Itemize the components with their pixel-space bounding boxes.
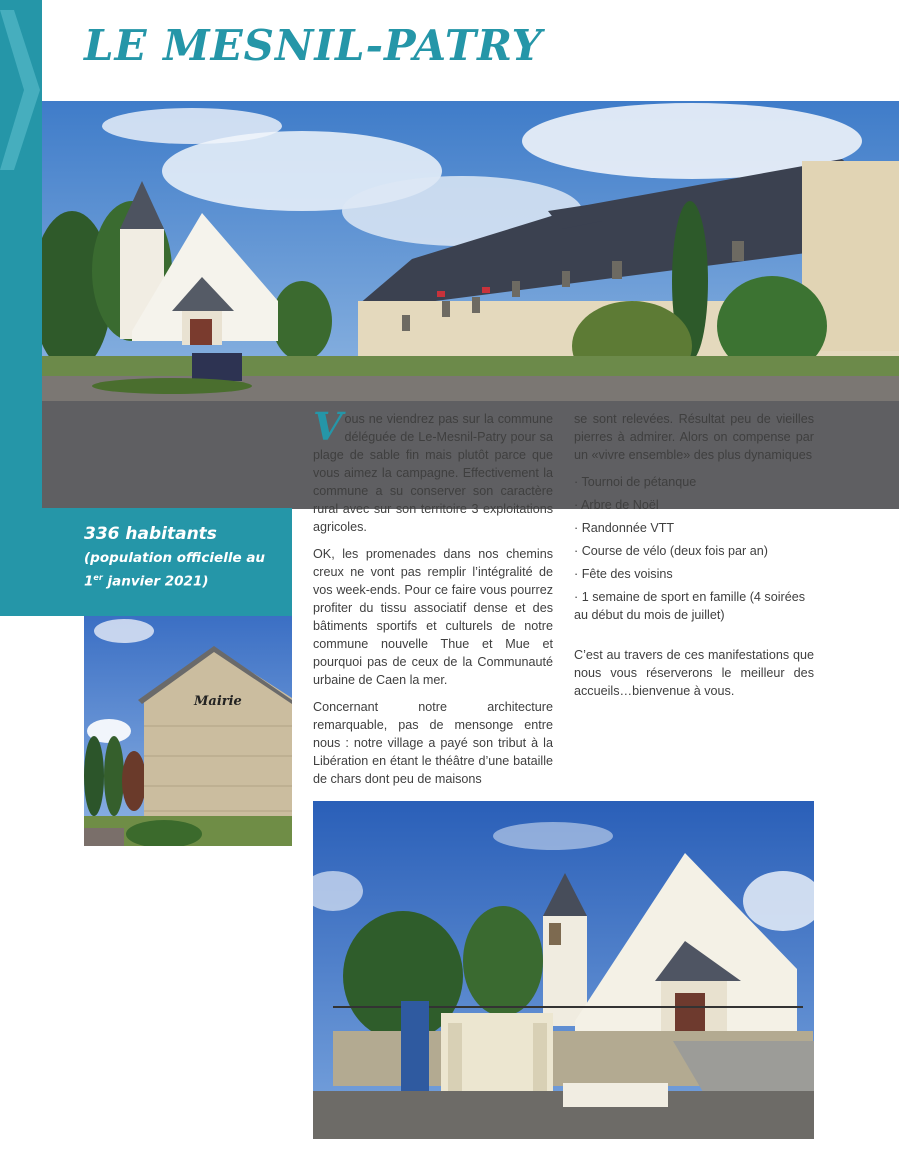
article-paragraph-1-text: ous ne viendrez pas sur la commune déléguée de Le-Mesnil-Patry pour sa plage de sable fin mais plutôt parce que vous aimez la campagne. Effectivement la commune a su conserver son caractère rural avec sur son territoire 3 exploitations agricoles. [313, 412, 553, 534]
dropcap-letter: V [313, 404, 343, 449]
population-count: 336 habitants [84, 524, 217, 544]
list-item: · 1 semaine de sport en famille (4 soirées au début du mois de juillet) [574, 588, 814, 624]
list-item: · Tournoi de pétanque [574, 473, 814, 491]
events-list [574, 473, 814, 624]
article-column-left [313, 404, 553, 797]
mairie-photo [84, 616, 292, 846]
church-photo [313, 801, 814, 1139]
article-paragraph-1 [313, 404, 553, 536]
page-title: LE MESNIL-PATRY [84, 21, 543, 70]
list-item: · Fête des voisins [574, 565, 814, 583]
article-paragraph-3-continued: se sont relevées. Résultat peu de vieilles pierres à admirer. Alors on compense par un «vivre ensemble» des plus dynamiques [574, 412, 814, 462]
population-note-sup: er [93, 573, 103, 582]
chevron-decoration-icon [0, 10, 42, 170]
population-note-suffix: janvier 2021) [102, 573, 209, 590]
list-item: · Course de vélo (deux fois par an) [574, 542, 814, 560]
population-note [84, 548, 284, 592]
article-paragraph-3: Concernant notre architecture remarquable, pas de mensonge entre nous : notre village a payé son tribut à la Libération en étant le théâtre d’une bataille de chars dont peu de maisons [313, 700, 553, 786]
list-item: · Randonnée VTT [574, 519, 814, 537]
population-note-prefix: (population officielle au 1 [84, 550, 266, 590]
mairie-sign-text: Mairie [194, 694, 242, 709]
article-paragraph-2: OK, les promenades dans nos chemins creux ne vont pas remplir l’intégralité de vos week-ends. Pour ce faire vous pourrez profiter du tissu associatif dense et des bâtiments sportifs et culturels de notre commune nouvelle Thue et Mue et pourquoi pas de ceux de la Communauté urbaine de Caen la mer. [313, 547, 553, 687]
article-column-right [574, 410, 814, 709]
article-closing: C’est au travers de ces manifestations que nous vous réserverons le meilleur des accueils…bienvenue à vous. [574, 648, 814, 698]
list-item: · Arbre de Noël [574, 496, 814, 514]
